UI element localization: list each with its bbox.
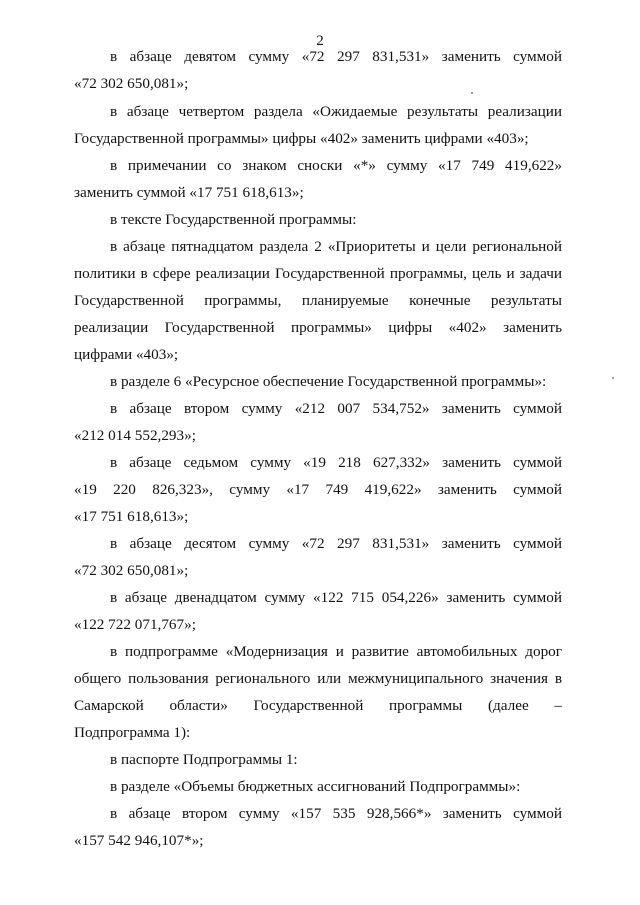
text-line: Самарской области» Государственной программы (далее – bbox=[74, 697, 562, 714]
text-line: реализации Государственной программы» цифры «402» заменить bbox=[74, 319, 562, 336]
text-line: в подпрограмме «Модернизация и развитие автомобильных дорог bbox=[110, 643, 562, 660]
text-line: «157 542 946,107*»; bbox=[74, 832, 204, 849]
text-line: в абзаце втором сумму «212 007 534,752» заменить суммой bbox=[110, 400, 562, 417]
text-line: общего пользования регионального или межмуниципального значения в bbox=[74, 670, 562, 687]
text-line: в абзаце двенадцатом сумму «122 715 054,226» заменить суммой bbox=[110, 589, 562, 606]
text-line: Подпрограмма 1): bbox=[74, 724, 191, 741]
text-line: в абзаце втором сумму «157 535 928,566*» заменить суммой bbox=[110, 805, 562, 822]
text-line: в абзаце десятом сумму «72 297 831,531» заменить суммой bbox=[110, 535, 562, 552]
scan-speck bbox=[471, 92, 473, 94]
text-line: «212 014 552,293»; bbox=[74, 427, 196, 444]
text-line: в примечании со знаком сноски «*» сумму «17 749 419,622» bbox=[110, 157, 562, 174]
text-line: «19 220 826,323», сумму «17 749 419,622» заменить суммой bbox=[74, 481, 562, 498]
page-number: 2 bbox=[316, 33, 324, 49]
text-line: в абзаце четвертом раздела «Ожидаемые результаты реализации bbox=[110, 103, 562, 120]
text-line: в паспорте Подпрограммы 1: bbox=[110, 751, 298, 768]
text-line: «17 751 618,613»; bbox=[74, 508, 189, 525]
text-line: политики в сфере реализации Государственной программы, цель и задачи bbox=[74, 265, 562, 282]
text-line: в абзаце седьмом сумму «19 218 627,332» заменить суммой bbox=[110, 454, 562, 471]
text-line: цифрами «403»; bbox=[74, 346, 179, 363]
text-line: в тексте Государственной программы: bbox=[110, 211, 357, 228]
text-line: в абзаце девятом сумму «72 297 831,531» заменить суммой bbox=[110, 48, 562, 65]
text-line: «122 722 071,767»; bbox=[74, 616, 196, 633]
text-line: Государственной программы» цифры «402» заменить цифрами «403»; bbox=[74, 130, 529, 147]
text-line: заменить суммой «17 751 618,613»; bbox=[74, 184, 304, 201]
text-line: в разделе «Объемы бюджетных ассигнований Подпрограммы»: bbox=[110, 778, 521, 795]
scan-speck bbox=[612, 377, 614, 379]
text-line: Государственной программы, планируемые конечные результаты bbox=[74, 292, 562, 309]
text-line: в разделе 6 «Ресурсное обеспечение Государственной программы»: bbox=[110, 373, 547, 390]
text-line: «72 302 650,081»; bbox=[74, 562, 189, 579]
text-line: в абзаце пятнадцатом раздела 2 «Приоритеты и цели региональной bbox=[110, 238, 562, 255]
text-line: «72 302 650,081»; bbox=[74, 75, 189, 92]
